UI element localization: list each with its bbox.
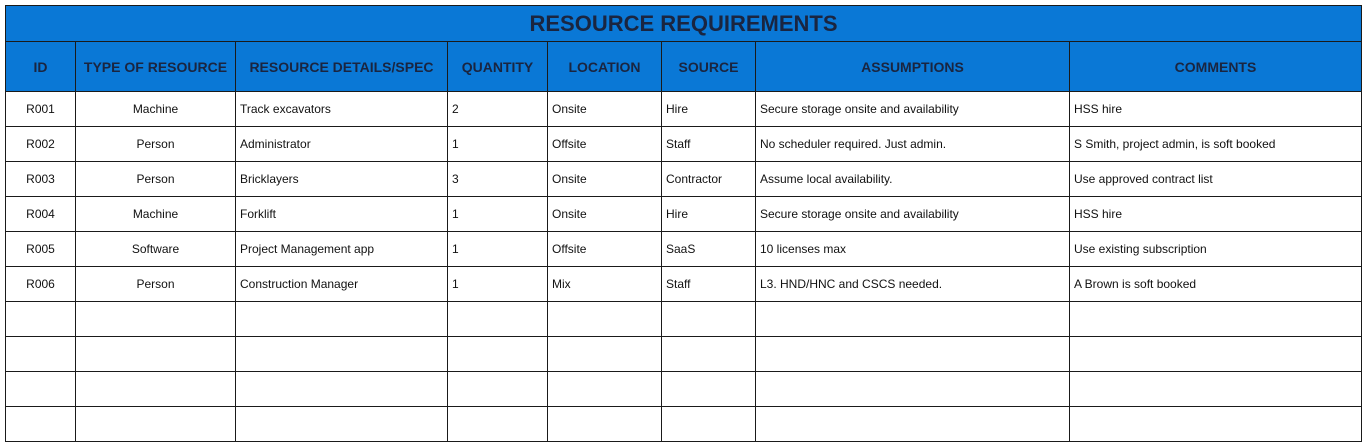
cell-assumptions[interactable]: Secure storage onsite and availability xyxy=(756,92,1070,127)
cell-location[interactable] xyxy=(548,302,662,337)
cell-type[interactable]: Person xyxy=(76,127,236,162)
title-row xyxy=(6,6,1362,42)
cell-details[interactable]: Forklift xyxy=(236,197,448,232)
col-header-assumptions[interactable]: ASSUMPTIONS xyxy=(756,42,1070,92)
cell-quantity[interactable] xyxy=(448,302,548,337)
resource-requirements-table xyxy=(5,5,1362,442)
cell-type[interactable] xyxy=(76,372,236,407)
cell-assumptions[interactable] xyxy=(756,407,1070,442)
col-header-source[interactable]: SOURCE xyxy=(662,42,756,92)
table-row xyxy=(6,407,1362,442)
cell-id[interactable]: R005 xyxy=(6,232,76,267)
cell-source[interactable] xyxy=(662,337,756,372)
cell-comments[interactable] xyxy=(1070,407,1362,442)
cell-type[interactable]: Software xyxy=(76,232,236,267)
cell-comments[interactable]: Use approved contract list xyxy=(1070,162,1362,197)
cell-location[interactable]: Onsite xyxy=(548,197,662,232)
cell-id[interactable]: R004 xyxy=(6,197,76,232)
cell-quantity[interactable]: 2 xyxy=(448,92,548,127)
cell-comments[interactable]: HSS hire xyxy=(1070,92,1362,127)
table-row xyxy=(6,337,1362,372)
cell-type[interactable]: Person xyxy=(76,162,236,197)
cell-details[interactable] xyxy=(236,407,448,442)
cell-details[interactable] xyxy=(236,337,448,372)
cell-details[interactable]: Track excavators xyxy=(236,92,448,127)
cell-id[interactable]: R002 xyxy=(6,127,76,162)
cell-comments[interactable]: HSS hire xyxy=(1070,197,1362,232)
cell-assumptions[interactable] xyxy=(756,372,1070,407)
cell-comments[interactable] xyxy=(1070,337,1362,372)
cell-source[interactable]: Contractor xyxy=(662,162,756,197)
cell-details[interactable] xyxy=(236,372,448,407)
cell-quantity[interactable]: 1 xyxy=(448,232,548,267)
cell-location[interactable]: Onsite xyxy=(548,162,662,197)
cell-location[interactable]: Offsite xyxy=(548,232,662,267)
cell-id[interactable] xyxy=(6,407,76,442)
table-row xyxy=(6,197,1362,232)
cell-type[interactable]: Person xyxy=(76,267,236,302)
table-row xyxy=(6,162,1362,197)
cell-details[interactable]: Project Management app xyxy=(236,232,448,267)
col-header-quantity[interactable]: QUANTITY xyxy=(448,42,548,92)
cell-source[interactable]: Staff xyxy=(662,267,756,302)
col-header-resource-details[interactable]: RESOURCE DETAILS/SPEC xyxy=(236,42,448,92)
table-row xyxy=(6,232,1362,267)
cell-source[interactable]: SaaS xyxy=(662,232,756,267)
cell-assumptions[interactable]: No scheduler required. Just admin. xyxy=(756,127,1070,162)
cell-source[interactable] xyxy=(662,302,756,337)
cell-location[interactable]: Mix xyxy=(548,267,662,302)
table-row xyxy=(6,127,1362,162)
table-row xyxy=(6,267,1362,302)
cell-assumptions[interactable]: L3. HND/HNC and CSCS needed. xyxy=(756,267,1070,302)
cell-comments[interactable] xyxy=(1070,372,1362,407)
cell-source[interactable]: Hire xyxy=(662,197,756,232)
table-body xyxy=(6,92,1362,442)
cell-location[interactable] xyxy=(548,372,662,407)
cell-location[interactable]: Onsite xyxy=(548,92,662,127)
cell-id[interactable] xyxy=(6,372,76,407)
sheet-title: RESOURCE REQUIREMENTS xyxy=(6,6,1362,42)
cell-location[interactable] xyxy=(548,407,662,442)
cell-source[interactable] xyxy=(662,407,756,442)
cell-source[interactable] xyxy=(662,372,756,407)
header-row xyxy=(6,42,1362,92)
cell-details[interactable]: Bricklayers xyxy=(236,162,448,197)
cell-quantity[interactable] xyxy=(448,407,548,442)
table-row xyxy=(6,372,1362,407)
cell-id[interactable]: R001 xyxy=(6,92,76,127)
cell-quantity[interactable]: 1 xyxy=(448,267,548,302)
cell-comments[interactable]: S Smith, project admin, is soft booked xyxy=(1070,127,1362,162)
col-header-location[interactable]: LOCATION xyxy=(548,42,662,92)
cell-id[interactable]: R003 xyxy=(6,162,76,197)
cell-type[interactable] xyxy=(76,407,236,442)
cell-details[interactable] xyxy=(236,302,448,337)
cell-assumptions[interactable]: 10 licenses max xyxy=(756,232,1070,267)
cell-location[interactable] xyxy=(548,337,662,372)
cell-quantity[interactable]: 3 xyxy=(448,162,548,197)
cell-details[interactable]: Administrator xyxy=(236,127,448,162)
cell-comments[interactable] xyxy=(1070,302,1362,337)
cell-assumptions[interactable] xyxy=(756,337,1070,372)
table-row xyxy=(6,302,1362,337)
cell-assumptions[interactable]: Secure storage onsite and availability xyxy=(756,197,1070,232)
cell-location[interactable]: Offsite xyxy=(548,127,662,162)
col-header-comments[interactable]: COMMENTS xyxy=(1070,42,1362,92)
cell-id[interactable] xyxy=(6,337,76,372)
table-row xyxy=(6,92,1362,127)
cell-type[interactable]: Machine xyxy=(76,197,236,232)
cell-assumptions[interactable]: Assume local availability. xyxy=(756,162,1070,197)
cell-comments[interactable]: A Brown is soft booked xyxy=(1070,267,1362,302)
cell-id[interactable] xyxy=(6,302,76,337)
cell-type[interactable]: Machine xyxy=(76,92,236,127)
cell-id[interactable]: R006 xyxy=(6,267,76,302)
cell-quantity[interactable] xyxy=(448,337,548,372)
cell-details[interactable]: Construction Manager xyxy=(236,267,448,302)
col-header-id[interactable]: ID xyxy=(6,42,76,92)
cell-source[interactable]: Staff xyxy=(662,127,756,162)
cell-type[interactable] xyxy=(76,337,236,372)
cell-quantity[interactable]: 1 xyxy=(448,127,548,162)
cell-source[interactable]: Hire xyxy=(662,92,756,127)
cell-assumptions[interactable] xyxy=(756,302,1070,337)
cell-quantity[interactable]: 1 xyxy=(448,197,548,232)
cell-type[interactable] xyxy=(76,302,236,337)
cell-quantity[interactable] xyxy=(448,372,548,407)
cell-comments[interactable]: Use existing subscription xyxy=(1070,232,1362,267)
col-header-type-of-resource[interactable]: TYPE OF RESOURCE xyxy=(76,42,236,92)
